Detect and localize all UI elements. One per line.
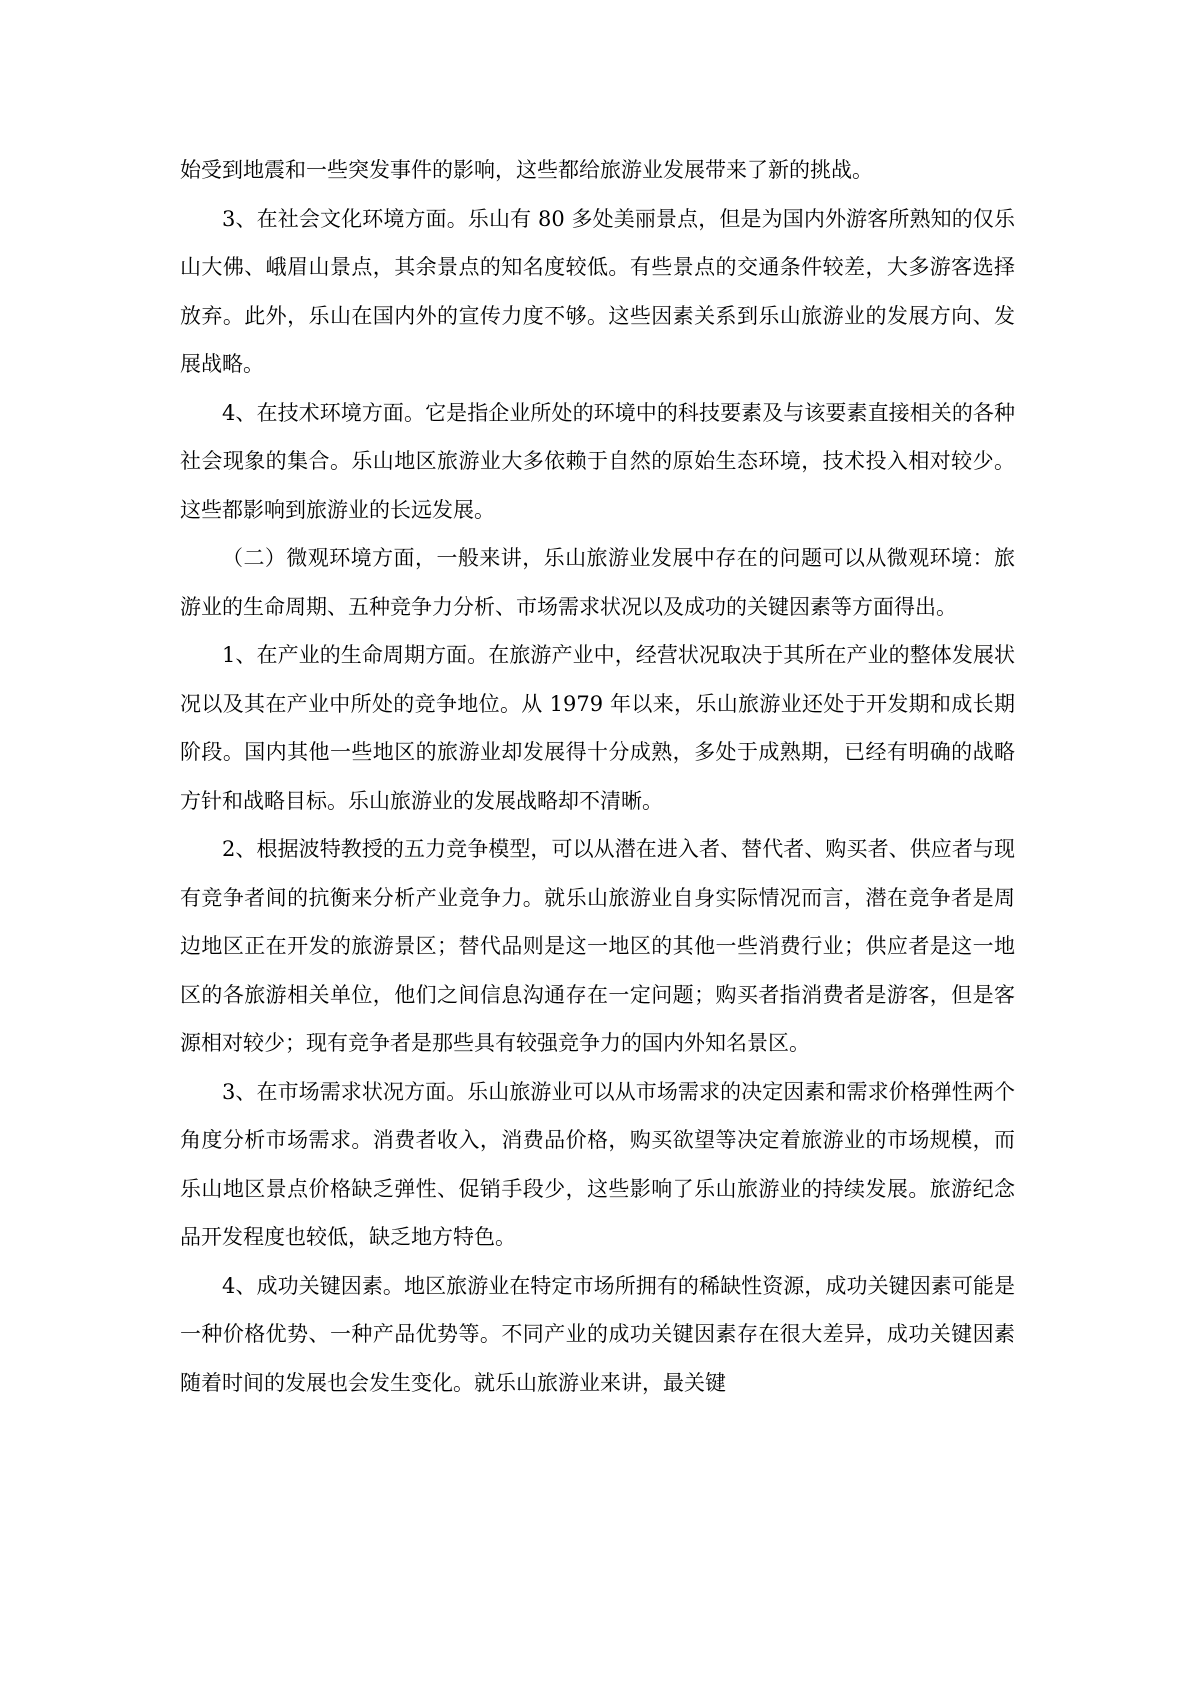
paragraph-technology: 4、在技术环境方面。它是指企业所处的环境中的科技要素及与该要素直接相关的各种社会现象的集合。乐山地区旅游业大多依赖于自然的原始生态环境，技术投入相对较少。这些都影响到旅游业的长远发展。	[180, 400, 1015, 522]
paragraph-continuation: 始受到地震和一些突发事件的影响，这些都给旅游业发展带来了新的挑战。	[180, 158, 873, 182]
paragraph-life-cycle: 1、在产业的生命周期方面。在旅游产业中，经营状况取决于其所在产业的整体发展状况以及其在产业中所处的竞争地位。从 1979 年以来，乐山旅游业还处于开发期和成长期阶段。国内其他一些地区的旅游业却发展得十分成熟，多处于成熟期，已经有明确的战略方针和战略目标。乐山旅游业的发展战略却不清晰。	[180, 643, 1015, 813]
paragraph-social-culture: 3、在社会文化环境方面。乐山有 80 多处美丽景点，但是为国内外游客所熟知的仅乐山大佛、峨眉山景点，其余景点的知名度较低。有些景点的交通条件较差，大多游客选择放弃。此外，乐山在国内外的宣传力度不够。这些因素关系到乐山旅游业的发展方向、发展战略。	[180, 206, 1015, 376]
paragraph-five-forces: 2、根据波特教授的五力竞争模型，可以从潜在进入者、替代者、购买者、供应者与现有竞争者间的抗衡来分析产业竞争力。就乐山旅游业自身实际情况而言，潜在竞争者是周边地区正在开发的旅游景区；替代品则是这一地区的其他一些消费行业；供应者是这一地区的各旅游相关单位，他们之间信息沟通存在一定问题；购买者指消费者是游客，但是客源相对较少；现有竞争者是那些具有较强竞争力的国内外知名景区。	[180, 837, 1015, 1055]
paragraph-market-demand: 3、在市场需求状况方面。乐山旅游业可以从市场需求的决定因素和需求价格弹性两个角度分析市场需求。消费者收入，消费品价格，购买欲望等决定着旅游业的市场规模，而乐山地区景点价格缺乏弹性、促销手段少，这些影响了乐山旅游业的持续发展。旅游纪念品开发程度也较低，缺乏地方特色。	[180, 1079, 1015, 1249]
document-body	[180, 146, 1015, 1407]
paragraph-key-success-factors: 4、成功关键因素。地区旅游业在特定市场所拥有的稀缺性资源，成功关键因素可能是一种价格优势、一种产品优势等。不同产业的成功关键因素存在很大差异，成功关键因素随着时间的发展也会发生变化。就乐山旅游业来讲，最关键	[180, 1273, 1015, 1395]
paragraph-micro-environment: （二）微观环境方面，一般来讲，乐山旅游业发展中存在的问题可以从微观环境：旅游业的生命周期、五种竞争力分析、市场需求状况以及成功的关键因素等方面得出。	[180, 546, 1015, 619]
